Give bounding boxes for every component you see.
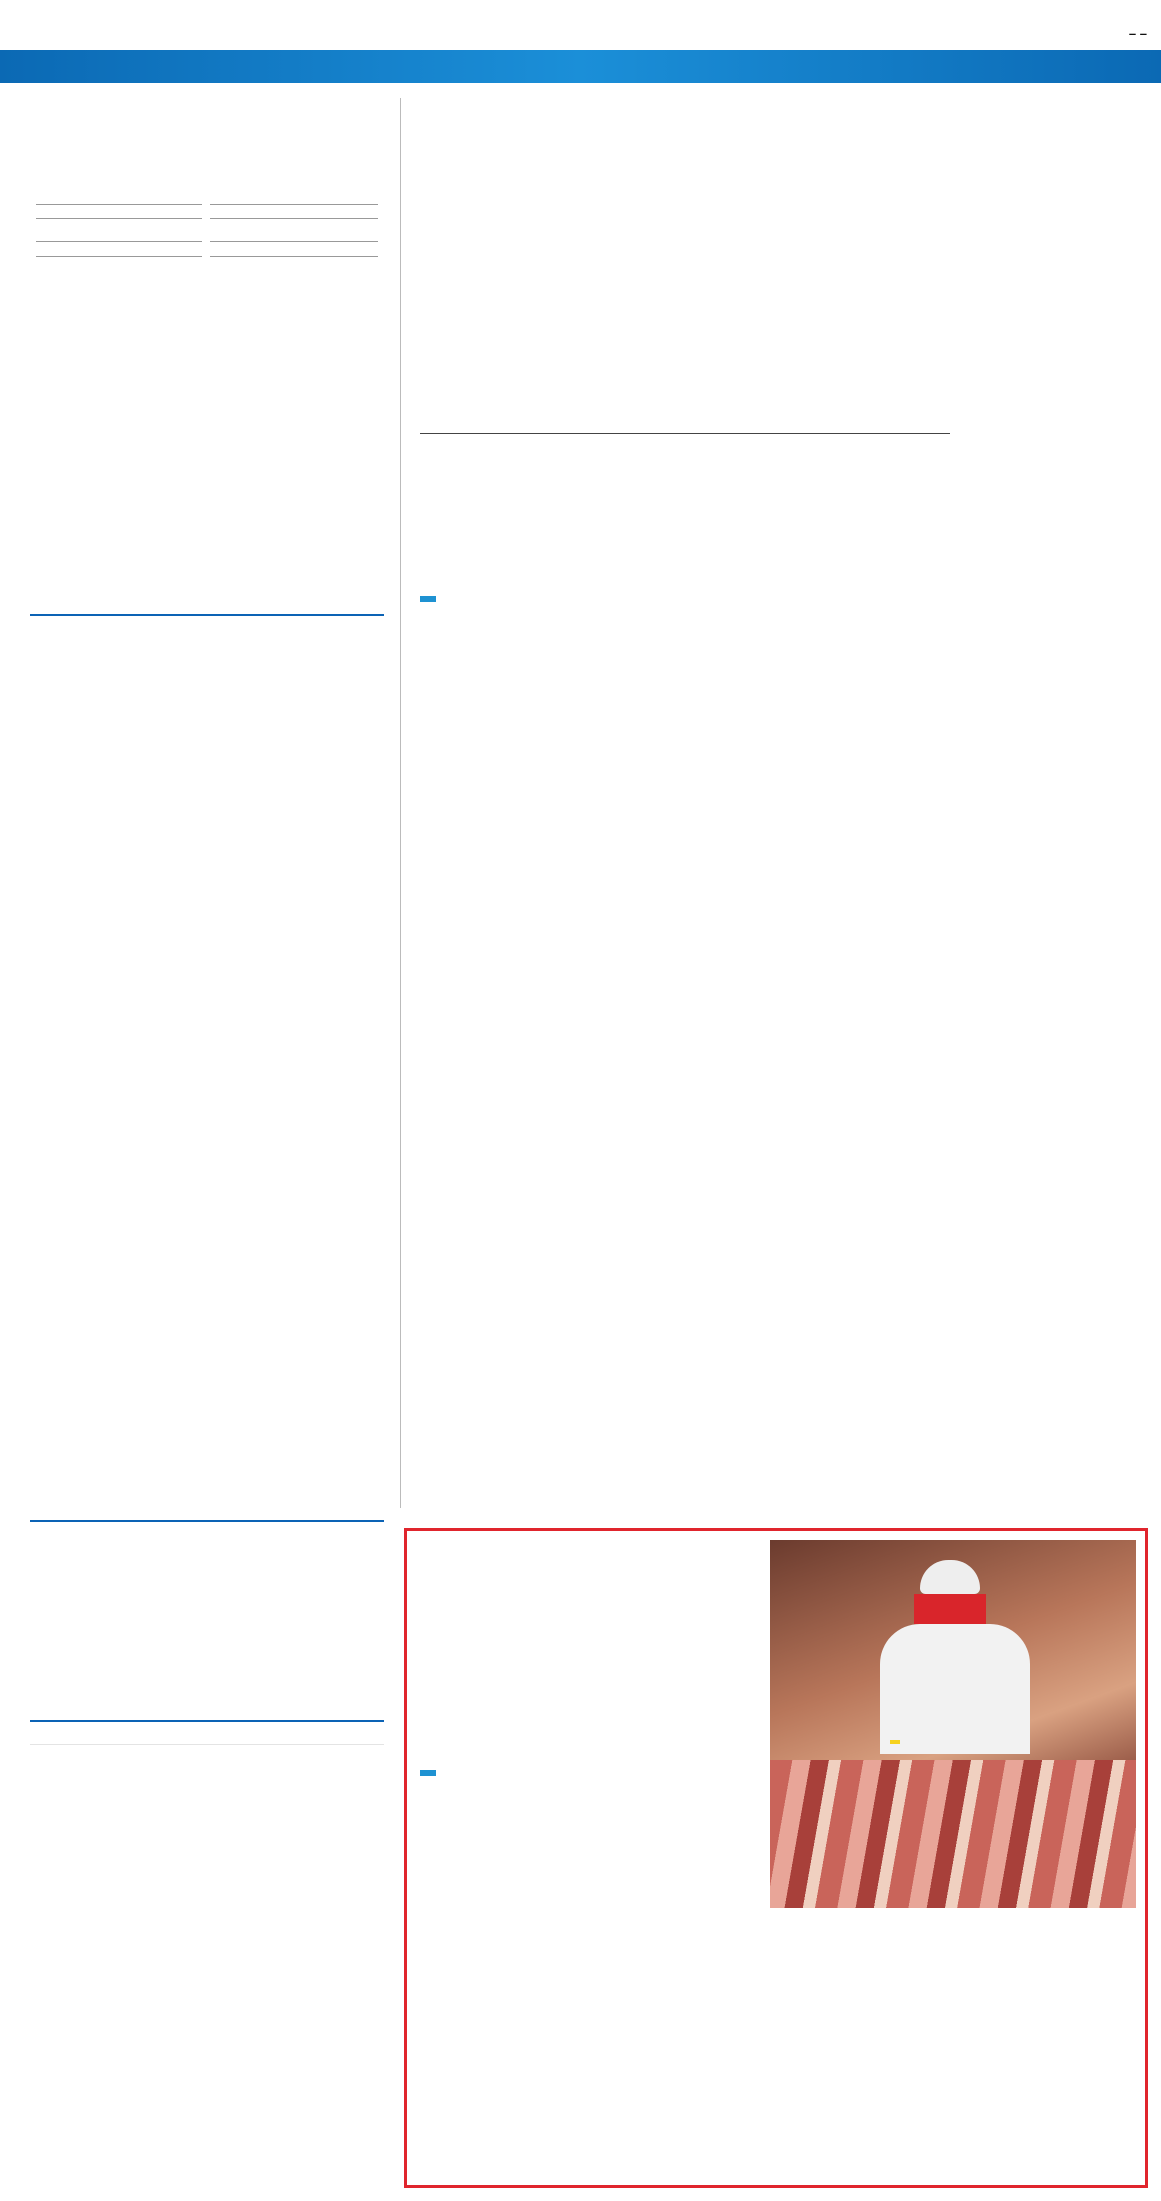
stocks-panel — [30, 1000, 384, 1004]
corp-header — [210, 227, 378, 241]
red-headband — [914, 1594, 986, 1624]
coop-header — [36, 227, 202, 241]
funds-table — [30, 1730, 384, 1745]
corp-table — [210, 227, 378, 256]
market-photo — [770, 1540, 1136, 1908]
col-fondo — [119, 1730, 208, 1745]
chef-figure — [880, 1624, 1030, 1754]
funds-panel — [30, 1720, 384, 1748]
article1-col1 — [420, 524, 594, 527]
col-administrador — [30, 1730, 119, 1745]
col-180 — [294, 204, 336, 218]
col-90 — [78, 242, 120, 256]
cdt-panel — [36, 118, 381, 121]
section-band — [0, 50, 1161, 83]
col-360 — [161, 204, 203, 218]
col-30 — [207, 1730, 296, 1745]
col-180 — [119, 204, 161, 218]
col-360 — [161, 242, 203, 256]
oferta-sign — [890, 1740, 900, 1744]
cia-table — [36, 190, 202, 219]
col-360 — [336, 242, 378, 256]
chef-hat-icon — [920, 1560, 980, 1594]
col-180 — [296, 1730, 385, 1745]
energia-tag — [420, 596, 436, 602]
col-90 — [78, 204, 120, 218]
cia-header — [36, 190, 202, 204]
bancos-table — [210, 190, 378, 219]
col-360 — [336, 204, 378, 218]
page-header-info: – – — [1128, 26, 1147, 41]
market-panel — [30, 614, 384, 914]
bancos-header — [210, 190, 378, 204]
article1-col4 — [966, 102, 1138, 110]
meat-display — [770, 1760, 1136, 1908]
column-divider — [400, 98, 401, 1508]
chart1-svg — [420, 985, 1140, 1225]
article1-deck — [420, 433, 950, 442]
col-90 — [252, 204, 294, 218]
col-90 — [252, 242, 294, 256]
bancos-table-wrap — [210, 190, 378, 261]
dolar-chart — [216, 1555, 384, 1705]
cia-table-wrap — [36, 190, 202, 257]
chart2-svg — [420, 1225, 1140, 1515]
coop-table — [36, 227, 202, 256]
colcap-chart — [30, 1555, 214, 1705]
ecopetrol-title — [30, 614, 384, 620]
col-180 — [294, 242, 336, 256]
impuestos-tag — [420, 1770, 436, 1776]
col-180 — [119, 242, 161, 256]
mini-charts — [30, 1520, 384, 1522]
